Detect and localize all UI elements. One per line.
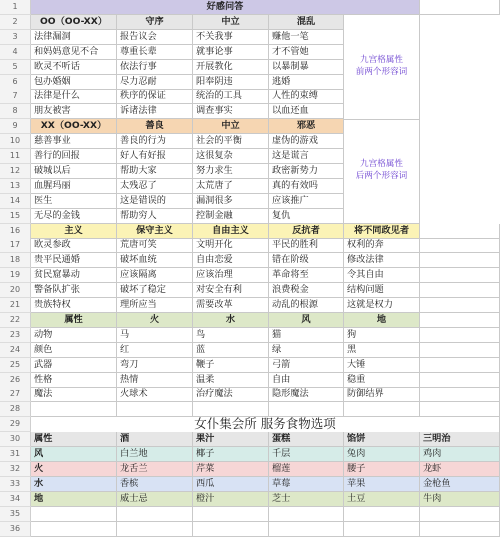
cell-empty[interactable]	[420, 522, 500, 537]
table-cell[interactable]: 绿	[269, 343, 344, 358]
column-header[interactable]: 混乱	[269, 15, 344, 30]
row-number[interactable]: 21	[0, 298, 31, 313]
table-cell[interactable]: 以暴制暴	[269, 60, 344, 75]
column-header[interactable]: 善良	[117, 119, 193, 134]
table-cell[interactable]: 破坏了稳定	[117, 283, 193, 298]
cell-empty[interactable]	[269, 402, 344, 417]
table-cell[interactable]: 这很复杂	[193, 149, 269, 164]
table-cell[interactable]: 白兰地	[117, 447, 193, 462]
table-cell[interactable]: 革命将至	[269, 268, 344, 283]
table-cell[interactable]: 朋友被害	[31, 104, 117, 119]
cell-empty[interactable]	[31, 522, 117, 537]
row-number[interactable]: 14	[0, 194, 31, 209]
row-number[interactable]: 36	[0, 522, 31, 537]
table-cell[interactable]: 帮助大家	[117, 164, 193, 179]
table-cell[interactable]: 好人有好报	[117, 149, 193, 164]
cell-empty[interactable]	[420, 0, 500, 15]
table-cell[interactable]: 统治的工具	[193, 89, 269, 104]
attribute-cell[interactable]: 火	[31, 462, 117, 477]
table-cell[interactable]: 防御结界	[344, 387, 420, 402]
column-header[interactable]: 中立	[193, 119, 269, 134]
table-cell[interactable]: 开展教化	[193, 60, 269, 75]
column-header[interactable]: 将不同政见者	[344, 224, 420, 239]
table-cell[interactable]: 动乱的根源	[269, 298, 344, 313]
table-cell[interactable]: 控制金融	[193, 209, 269, 224]
column-header[interactable]: 属性	[31, 313, 117, 328]
table-cell[interactable]: 报告议会	[117, 30, 193, 45]
table-cell[interactable]: 腰子	[344, 462, 420, 477]
table-cell[interactable]: 太荒唐了	[193, 179, 269, 194]
row-number[interactable]: 5	[0, 60, 31, 75]
row-number[interactable]: 13	[0, 179, 31, 194]
table-cell[interactable]: 大锤	[344, 358, 420, 373]
table-cell[interactable]: 土豆	[344, 492, 420, 507]
table-cell[interactable]: 平民的胜利	[269, 238, 344, 253]
row-number[interactable]: 35	[0, 507, 31, 522]
table-cell[interactable]: 治疗魔法	[193, 387, 269, 402]
table-cell[interactable]: 真的有效吗	[269, 179, 344, 194]
cell-empty[interactable]	[420, 268, 500, 283]
column-header[interactable]: 反抗者	[269, 224, 344, 239]
row-number[interactable]: 2	[0, 15, 31, 30]
column-header[interactable]: 自由主义	[193, 224, 269, 239]
column-header[interactable]: 酒	[117, 432, 193, 447]
cell-empty[interactable]	[269, 507, 344, 522]
table-cell[interactable]: 千层	[269, 447, 344, 462]
note-nine-grid-front[interactable]: 九宫格属性 前两个形容词	[344, 15, 420, 120]
row-number[interactable]: 24	[0, 343, 31, 358]
note-nine-grid-back[interactable]: 九宫格属性 后两个形容词	[344, 119, 420, 224]
table-cell[interactable]: 蓝	[193, 343, 269, 358]
table-cell[interactable]: 调查事实	[193, 104, 269, 119]
table-cell[interactable]: 弯刀	[117, 358, 193, 373]
row-number[interactable]: 7	[0, 89, 31, 104]
table-cell[interactable]: 欧灵不听话	[31, 60, 117, 75]
table2-title[interactable]: 女仆集会所 服务食物选项	[31, 417, 500, 433]
table-cell[interactable]: 牛肉	[420, 492, 500, 507]
table-cell[interactable]: 红	[117, 343, 193, 358]
table-cell[interactable]: 太残忍了	[117, 179, 193, 194]
column-header[interactable]: 火	[117, 313, 193, 328]
row-number[interactable]: 33	[0, 477, 31, 492]
table-cell[interactable]: 秩序的保证	[117, 89, 193, 104]
row-number[interactable]: 4	[0, 45, 31, 60]
table-cell[interactable]: 复仇	[269, 209, 344, 224]
cell-empty[interactable]	[420, 387, 500, 402]
table-cell[interactable]: 应该推广	[269, 194, 344, 209]
table-cell[interactable]: 热情	[117, 373, 193, 388]
table-cell[interactable]: 草莓	[269, 477, 344, 492]
row-number[interactable]: 8	[0, 104, 31, 119]
table-cell[interactable]: 龙舌兰	[117, 462, 193, 477]
table-cell[interactable]: 自由恋爱	[193, 253, 269, 268]
table-cell[interactable]: 才不管她	[269, 45, 344, 60]
table-cell[interactable]: 隐形魔法	[269, 387, 344, 402]
cell-empty[interactable]	[117, 507, 193, 522]
table-cell[interactable]: 和妈妈意见不合	[31, 45, 117, 60]
table-cell[interactable]: 稳重	[344, 373, 420, 388]
cell-empty[interactable]	[420, 224, 500, 239]
table-cell[interactable]: 包办婚姻	[31, 75, 117, 90]
attribute-cell[interactable]: 风	[31, 447, 117, 462]
table-cell[interactable]: 应该治理	[193, 268, 269, 283]
attribute-cell[interactable]: 地	[31, 492, 117, 507]
row-number[interactable]: 30	[0, 432, 31, 447]
table-cell[interactable]: 这是谎言	[269, 149, 344, 164]
column-header[interactable]: 主义	[31, 224, 117, 239]
table-cell[interactable]: 苹果	[344, 477, 420, 492]
table-cell[interactable]: 政密新势力	[269, 164, 344, 179]
cell-empty[interactable]	[117, 402, 193, 417]
table-cell[interactable]: 破城以后	[31, 164, 117, 179]
table-cell[interactable]: 鸟	[193, 328, 269, 343]
table-cell[interactable]: 弓箭	[269, 358, 344, 373]
table-cell[interactable]: 温柔	[193, 373, 269, 388]
cell-empty[interactable]	[31, 507, 117, 522]
table-cell[interactable]: 诉诸法律	[117, 104, 193, 119]
table-cell[interactable]: 依法行事	[117, 60, 193, 75]
table-cell[interactable]: 无尽的金钱	[31, 209, 117, 224]
table-cell[interactable]: 错在阶级	[269, 253, 344, 268]
table-cell[interactable]: 龙虾	[420, 462, 500, 477]
row-number[interactable]: 20	[0, 283, 31, 298]
table-cell[interactable]: 武器	[31, 358, 117, 373]
cell-empty[interactable]	[117, 522, 193, 537]
table-cell[interactable]: 狗	[344, 328, 420, 343]
row-number[interactable]: 29	[0, 417, 31, 432]
table-cell[interactable]: 漏洞很多	[193, 194, 269, 209]
column-header[interactable]: 馅饼	[344, 432, 420, 447]
cell-empty[interactable]	[420, 328, 500, 343]
table-cell[interactable]: 猫	[269, 328, 344, 343]
table-cell[interactable]: 欧灵参政	[31, 238, 117, 253]
table-cell[interactable]: 自由	[269, 373, 344, 388]
table-cell[interactable]: 性格	[31, 373, 117, 388]
table-cell[interactable]: 就事论事	[193, 45, 269, 60]
cell-empty[interactable]	[193, 402, 269, 417]
table-cell[interactable]: 尊重长辈	[117, 45, 193, 60]
row-number[interactable]: 26	[0, 373, 31, 388]
table-cell[interactable]: 这是错误的	[117, 194, 193, 209]
row-number[interactable]: 15	[0, 209, 31, 224]
table-cell[interactable]: 努力求生	[193, 164, 269, 179]
cell-empty[interactable]	[420, 298, 500, 313]
row-number[interactable]: 32	[0, 462, 31, 477]
column-header[interactable]: 属性	[31, 432, 117, 447]
table-cell[interactable]: 虚伪的游戏	[269, 134, 344, 149]
table-cell[interactable]: 魔法	[31, 387, 117, 402]
table-cell[interactable]: 火球术	[117, 387, 193, 402]
cell-empty[interactable]	[420, 402, 500, 417]
cell-empty[interactable]	[269, 522, 344, 537]
table-cell[interactable]: 鞭子	[193, 358, 269, 373]
row-number[interactable]: 12	[0, 164, 31, 179]
cell-empty[interactable]	[193, 522, 269, 537]
table-cell[interactable]: 威士忌	[117, 492, 193, 507]
table-cell[interactable]: 医生	[31, 194, 117, 209]
row-number[interactable]: 31	[0, 447, 31, 462]
table-cell[interactable]: 马	[117, 328, 193, 343]
table-cell[interactable]: 动物	[31, 328, 117, 343]
table-cell[interactable]: 善行的回报	[31, 149, 117, 164]
column-header[interactable]: 保守主义	[117, 224, 193, 239]
table-cell[interactable]: 以血还血	[269, 104, 344, 119]
row-number[interactable]: 19	[0, 268, 31, 283]
table-cell[interactable]: 贫民窟暴动	[31, 268, 117, 283]
table-cell[interactable]: 人性的束缚	[269, 89, 344, 104]
column-header[interactable]: XX（OO-XX）	[31, 119, 117, 134]
table-cell[interactable]: 芹菜	[193, 462, 269, 477]
table-cell[interactable]: 血腥玛丽	[31, 179, 117, 194]
table-cell[interactable]: 法律漏洞	[31, 30, 117, 45]
table-cell[interactable]: 颜色	[31, 343, 117, 358]
column-header[interactable]: OO（OO-XX）	[31, 15, 117, 30]
row-number[interactable]: 3	[0, 30, 31, 45]
table-cell[interactable]: 西瓜	[193, 477, 269, 492]
row-number[interactable]: 16	[0, 224, 31, 239]
column-header[interactable]: 守序	[117, 15, 193, 30]
cell-empty[interactable]	[420, 343, 500, 358]
cell-empty[interactable]	[420, 253, 500, 268]
cell-empty[interactable]	[420, 373, 500, 388]
table-cell[interactable]: 社会的平衡	[193, 134, 269, 149]
column-header[interactable]: 邪恶	[269, 119, 344, 134]
table-cell[interactable]: 尽力忍耐	[117, 75, 193, 90]
table-cell[interactable]: 荒唐可笑	[117, 238, 193, 253]
table-cell[interactable]: 椰子	[193, 447, 269, 462]
cell-empty[interactable]	[193, 507, 269, 522]
column-header[interactable]: 中立	[193, 15, 269, 30]
column-header[interactable]: 风	[269, 313, 344, 328]
table-cell[interactable]: 兔肉	[344, 447, 420, 462]
column-header[interactable]: 水	[193, 313, 269, 328]
table-cell[interactable]: 鸡肉	[420, 447, 500, 462]
row-number[interactable]: 23	[0, 328, 31, 343]
row-number[interactable]: 34	[0, 492, 31, 507]
row-number[interactable]: 10	[0, 134, 31, 149]
table-cell[interactable]: 贵族特权	[31, 298, 117, 313]
table-cell[interactable]: 法律是什么	[31, 89, 117, 104]
table-cell[interactable]: 榴莲	[269, 462, 344, 477]
table-cell[interactable]: 结构问题	[344, 283, 420, 298]
table-cell[interactable]: 令其自由	[344, 268, 420, 283]
table-cell[interactable]: 金枪鱼	[420, 477, 500, 492]
table-cell[interactable]: 破坏血统	[117, 253, 193, 268]
table-cell[interactable]: 赚他一笔	[269, 30, 344, 45]
cell-empty[interactable]	[420, 358, 500, 373]
cell-empty[interactable]	[31, 402, 117, 417]
table-cell[interactable]: 不关我事	[193, 30, 269, 45]
column-header[interactable]: 三明治	[420, 432, 500, 447]
row-number[interactable]: 18	[0, 253, 31, 268]
column-header[interactable]: 蛋糕	[269, 432, 344, 447]
table-cell[interactable]: 权利的奔	[344, 238, 420, 253]
row-number[interactable]: 22	[0, 313, 31, 328]
row-number[interactable]: 11	[0, 149, 31, 164]
attribute-cell[interactable]: 水	[31, 477, 117, 492]
table-cell[interactable]: 橙汁	[193, 492, 269, 507]
table-cell[interactable]: 文明开化	[193, 238, 269, 253]
table-cell[interactable]: 需要改革	[193, 298, 269, 313]
cell-empty[interactable]	[420, 507, 500, 522]
row-number[interactable]: 17	[0, 238, 31, 253]
table-cell[interactable]: 帮助穷人	[117, 209, 193, 224]
row-number[interactable]: 6	[0, 75, 31, 90]
table-cell[interactable]: 芝士	[269, 492, 344, 507]
table-cell[interactable]: 善良的行为	[117, 134, 193, 149]
table-cell[interactable]: 修改法律	[344, 253, 420, 268]
cell-empty[interactable]	[420, 313, 500, 328]
table-cell[interactable]: 这就是权力	[344, 298, 420, 313]
row-number[interactable]: 28	[0, 402, 31, 417]
cell-empty[interactable]	[344, 522, 420, 537]
cell-empty[interactable]	[420, 283, 500, 298]
table-cell[interactable]: 应该隔离	[117, 268, 193, 283]
table-cell[interactable]: 贵平民通婚	[31, 253, 117, 268]
table-cell[interactable]: 对安全有利	[193, 283, 269, 298]
table-cell[interactable]: 逃婚	[269, 75, 344, 90]
cell-empty[interactable]	[344, 402, 420, 417]
column-header[interactable]: 果汁	[193, 432, 269, 447]
row-number[interactable]: 1	[0, 0, 31, 15]
table-cell[interactable]: 香槟	[117, 477, 193, 492]
row-number[interactable]: 25	[0, 358, 31, 373]
table-cell[interactable]: 浪费税金	[269, 283, 344, 298]
cell-empty[interactable]	[420, 238, 500, 253]
table-cell[interactable]: 理所应当	[117, 298, 193, 313]
row-number[interactable]: 9	[0, 119, 31, 134]
table1-title[interactable]: 好感问答	[31, 0, 420, 15]
row-number[interactable]: 27	[0, 387, 31, 402]
cell-empty[interactable]	[344, 507, 420, 522]
table-cell[interactable]: 慈善事业	[31, 134, 117, 149]
table-cell[interactable]: 黑	[344, 343, 420, 358]
column-header[interactable]: 地	[344, 313, 420, 328]
table-cell[interactable]: 阳奉阴违	[193, 75, 269, 90]
table-cell[interactable]: 警备队扩张	[31, 283, 117, 298]
